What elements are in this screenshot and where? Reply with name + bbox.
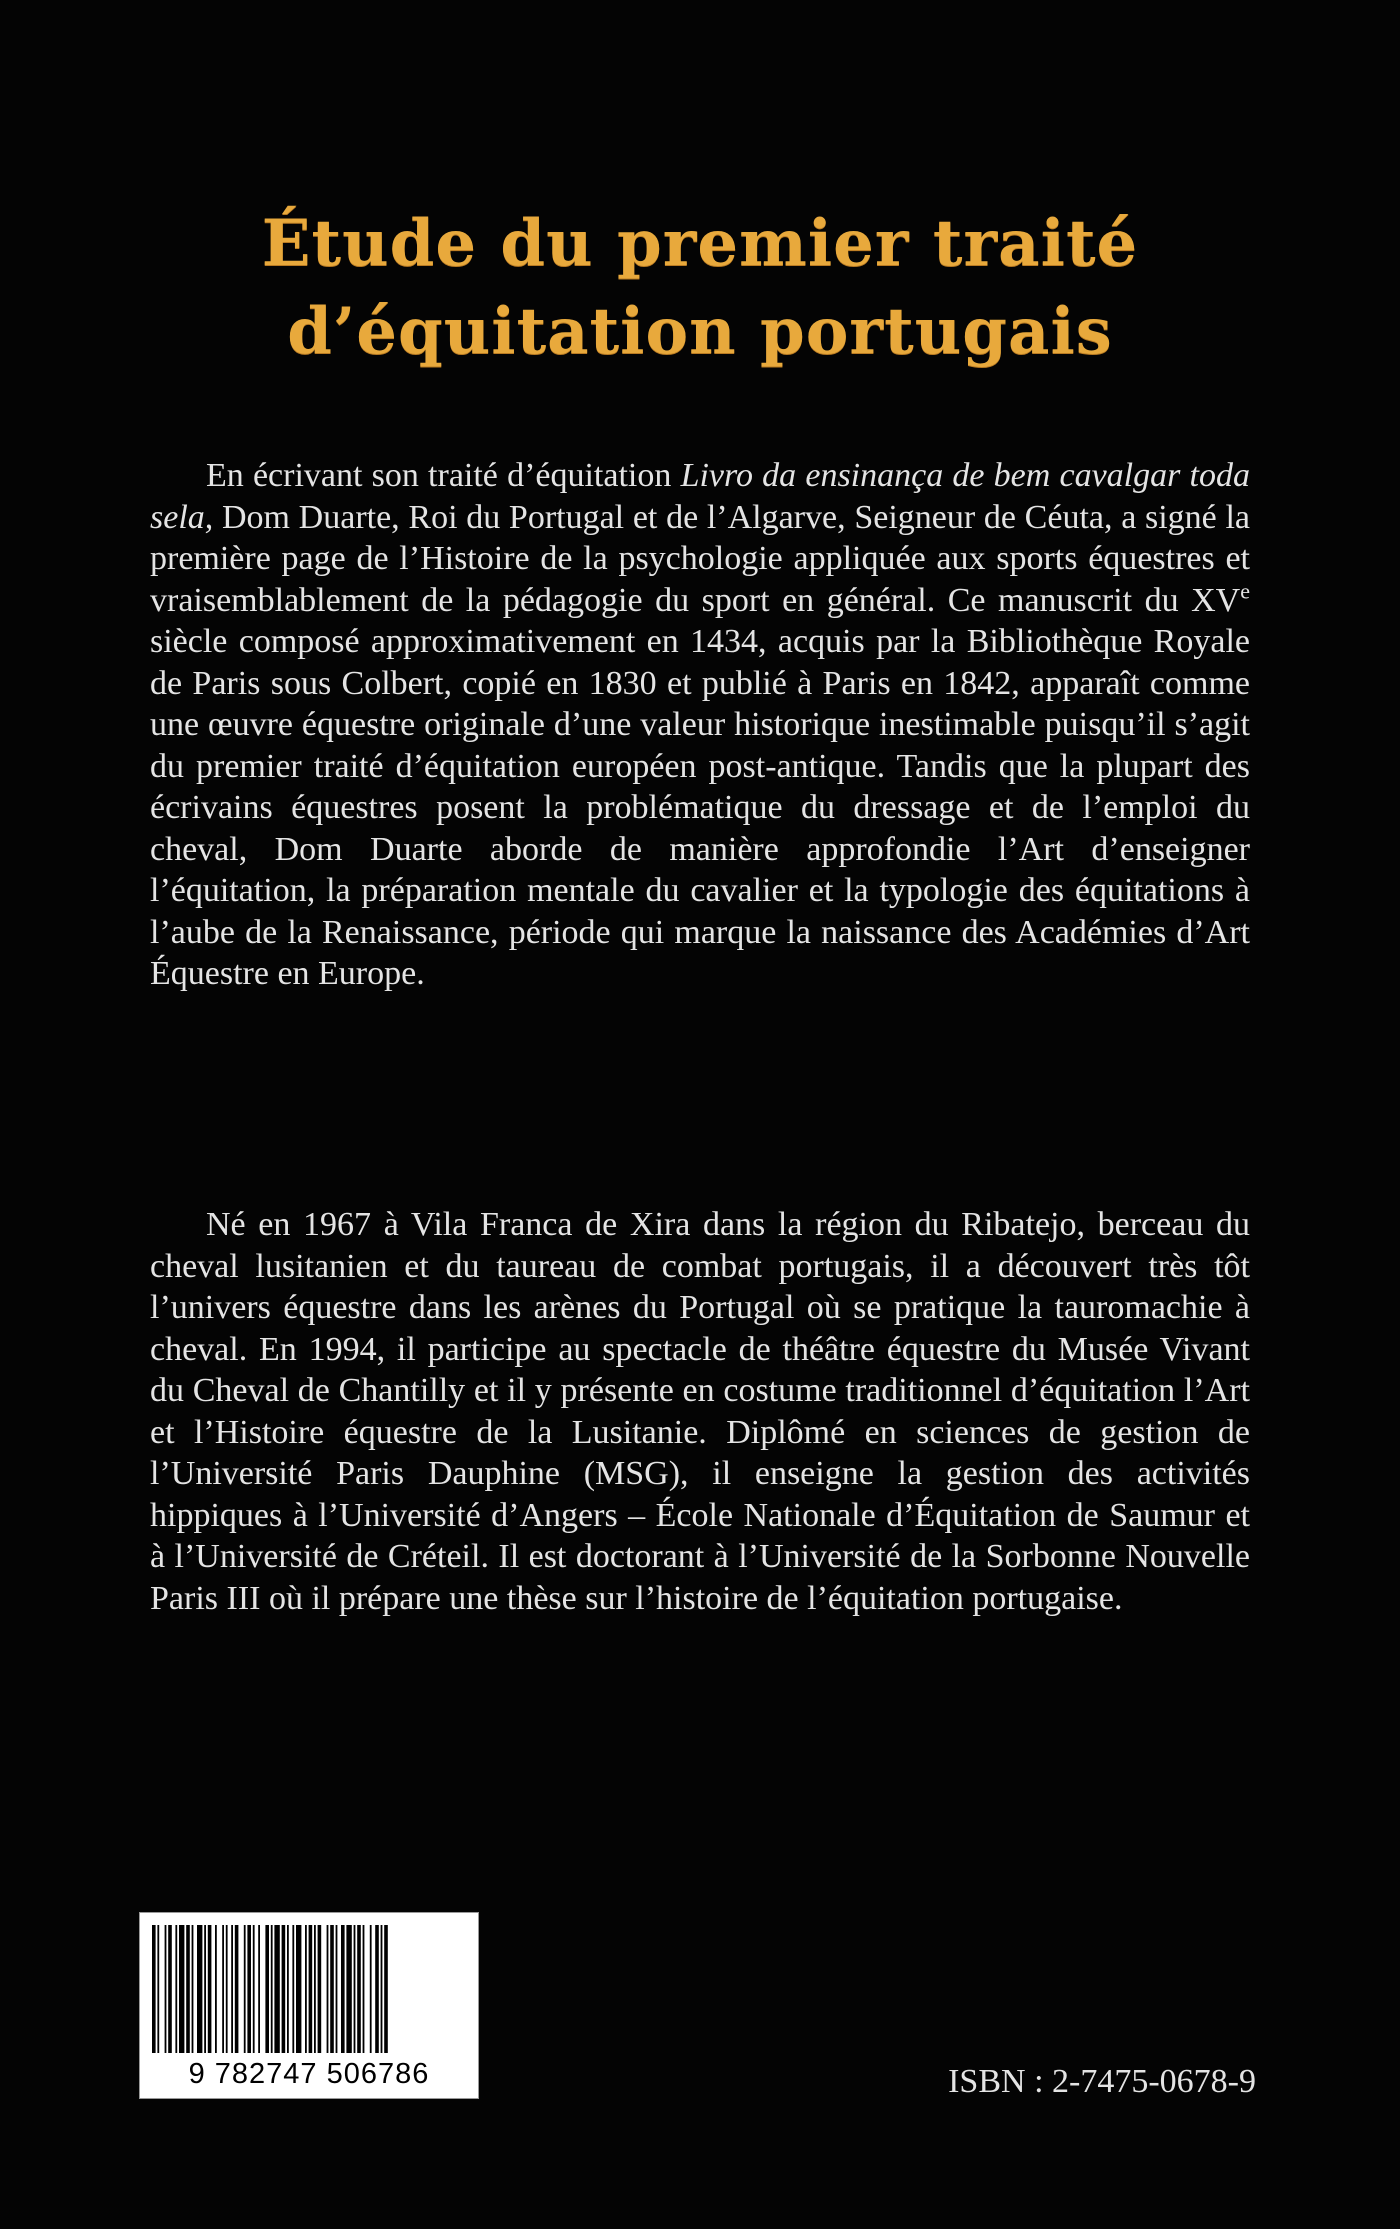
barcode-bar: [226, 1925, 228, 2053]
summary-text-part-2: Dom Duarte, Roi du Portugal et de l’Algarve, Seigneur de Céuta, a signé la première page de l’Histoire de la psychologie appliquée aux sports équestres et vraisemblablement de la pédagogie du sport en général. Ce manuscrit du XV: [150, 498, 1250, 619]
summary-paragraph: [150, 455, 1250, 995]
barcode-bar: [192, 1925, 194, 2053]
barcode-bar: [354, 1925, 356, 2053]
barcode-bar: [244, 1925, 246, 2053]
isbn-label: ISBN : 2-7475-0678-9: [948, 2063, 1256, 2100]
century-superscript: e: [1240, 578, 1250, 604]
barcode-bar: [341, 1925, 345, 2053]
barcode-bar: [381, 1925, 383, 2053]
barcode-bar: [271, 1925, 273, 2053]
barcode-bar: [336, 1925, 338, 2053]
barcode-bar: [215, 1925, 217, 2053]
barcode-bar: [327, 1925, 329, 2053]
author-bio-text: Né en 1967 à Vila Franca de Xira dans la région du Ribatejo, berceau du cheval lusitanien et du taureau de combat portugais, il a découvert très tôt l’univers équestre dans les arènes du Portugal où se pratique la tauromachie à cheval. En 1994, il participe au spectacle de théâtre équestre du Musée Vivant du Cheval de Chantilly et il y présente en costume traditionnel d’équitation l’Art et l’Histoire équestre de la Lusitanie. Diplômé en sciences de gestion de l’Université Paris Dauphine (MSG), il enseigne la gestion des activités hippiques à l’Université d’Angers – École Nationale d’Équitation de Saumur et à l’Université de Créteil. Il est doctorant à l’Université de la Sorbonne Nouvelle Paris III où il prépare une thèse sur l’histoire de l’équitation portugaise.: [150, 1206, 1250, 1617]
barcode-bar: [235, 1925, 239, 2053]
barcode-bar: [208, 1925, 212, 2053]
barcode-bar: [274, 1925, 279, 2053]
barcode-bar: [370, 1925, 372, 2053]
treatise-title: Livro da ensinança de bem cavalgar toda sela,: [150, 457, 1250, 536]
summary-text: [150, 455, 1250, 995]
barcode-bar: [282, 1925, 286, 2053]
barcode-bar: [314, 1925, 316, 2053]
barcode-bars: [152, 1925, 466, 2053]
book-title: [0, 200, 1400, 376]
barcode-digits: 9 782747 506786: [146, 2054, 472, 2094]
barcode: [139, 1912, 479, 2099]
barcode-bar: [253, 1925, 255, 2053]
barcode-bar: [265, 1925, 269, 2053]
barcode-bar: [179, 1925, 184, 2053]
barcode-bar: [384, 1925, 388, 2053]
barcode-bar: [287, 1925, 289, 2053]
summary-text-part-3: siècle composé approximativement en 1434, acquis par la Bibliothèque Royale de Paris sous Colbert, copié en 1830 et publié à Paris en 1842, apparaît comme une œuvre équestre originale d’une valeur historique inestimable puisqu’il s’agit du premier traité d’équitation européen post-antique. Tandis que la plupart des écrivains équestres posent la problématique du dressage et de l’emploi du cheval, Dom Duarte aborde de manière approfondie l’Art d’enseigner l’équitation, la préparation mentale du cavalier et la typologie des équitations à l’aube de la Renaissance, période qui marque la naissance des Académies d’Art Équestre en Europe.: [150, 623, 1250, 992]
barcode-bar: [258, 1925, 260, 2053]
book-title-line-1: Étude du premier traité: [261, 206, 1139, 281]
book-title-line-2: d’équitation portugais: [287, 294, 1113, 369]
summary-text-part-1: En écrivant son traité d’équitation: [206, 457, 681, 494]
barcode-bar: [305, 1925, 307, 2053]
barcode-bar: [375, 1925, 379, 2053]
barcode-bar: [222, 1925, 224, 2053]
author-bio: [150, 1204, 1250, 1619]
barcode-bar: [346, 1925, 351, 2053]
barcode-bar: [296, 1925, 301, 2053]
barcode-bar: [363, 1925, 365, 2053]
barcode-bar: [168, 1925, 172, 2053]
barcode-bar: [157, 1925, 159, 2053]
barcode-bar: [186, 1925, 190, 2053]
barcode-bar: [204, 1925, 206, 2053]
barcode-bar: [175, 1925, 177, 2053]
barcode-bar: [292, 1925, 294, 2053]
barcode-bar: [231, 1925, 233, 2053]
barcode-bar: [197, 1925, 202, 2053]
barcode-bar: [165, 1925, 167, 2053]
barcode-bar: [309, 1925, 313, 2053]
barcode-bar: [330, 1925, 334, 2053]
barcode-bar: [247, 1925, 251, 2053]
barcode-bar: [357, 1925, 361, 2053]
barcode-bar: [318, 1925, 322, 2053]
barcode-bar: [152, 1925, 156, 2053]
